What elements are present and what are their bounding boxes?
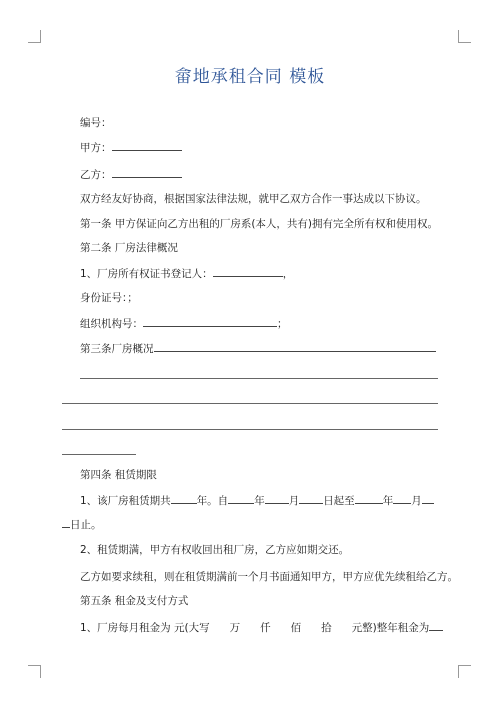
article-5-heading: 第五条 租金及支付方式 [80, 595, 189, 607]
start-day-blank [299, 493, 323, 504]
orgcode-line [80, 316, 288, 331]
crop-mark-top-left [28, 30, 41, 43]
field-jiafang-label: 甲方： [80, 142, 112, 154]
end-month-blank [393, 493, 411, 504]
article-1: 第一条 甲方保证向乙方出租的厂房系(本人，共有)拥有完全所有权和使用权。 [80, 218, 439, 230]
article-4-item-1 [80, 493, 434, 508]
start-year-unit: 年 [254, 495, 265, 507]
field-yifang [80, 167, 182, 182]
orgcode-end: ； [277, 318, 288, 330]
fill-line-4 [62, 454, 136, 455]
field-bianhao [80, 116, 112, 130]
orgcode-label: 组织机构号： [80, 318, 143, 330]
start-month-unit: 月 [288, 495, 300, 507]
rent-shi: 拾 [321, 622, 332, 634]
idcard-line: 身份证号：； [80, 292, 138, 304]
yifang-blank [112, 167, 182, 178]
article-2-item-1 [80, 266, 293, 281]
start-month-blank [265, 493, 289, 504]
document-title: 畲地承租合同 模板 [174, 67, 326, 87]
field-yifang-label: 乙方： [80, 169, 112, 181]
rent-bai: 佰 [290, 622, 302, 634]
fill-line-1 [80, 378, 438, 379]
field-jiafang [80, 140, 182, 155]
article-3-label: 第三条厂房概况 [80, 343, 154, 355]
rent-annual-label: 元整)整年租金为 [351, 622, 430, 634]
crop-mark-top-right [458, 30, 471, 43]
rent-label: 1、厂房每月租金为 元(大写 [80, 622, 210, 634]
field-bianhao-label: 编号： [80, 117, 112, 129]
term-label: 1、该厂房租赁期共 [80, 495, 171, 507]
article-3-blank [154, 341, 436, 352]
end-day-unit: 日止。 [70, 519, 102, 531]
intro-paragraph: 双方经友好协商，根据国家法律法规，就甲乙双方合作一事达成以下协议。 [80, 193, 427, 205]
end-day-blank-cont [62, 517, 70, 528]
rent-annual-blank [429, 620, 443, 631]
owner-label: 1、厂房所有权证书登记人： [80, 268, 213, 280]
crop-mark-bottom-left [28, 665, 41, 678]
orgcode-blank [143, 316, 277, 327]
article-3-heading [80, 341, 436, 356]
article-4-item-3: 乙方如要求续租，则在租赁期满前一个月书面通知甲方，甲方应优先续租给乙方。 [80, 571, 458, 583]
crop-mark-bottom-right [458, 665, 471, 678]
owner-end: ， [282, 268, 294, 280]
end-month-unit: 月 [411, 495, 422, 507]
article-4-item-2: 2、租赁期满，甲方有权收回出租厂房，乙方应如期交还。 [80, 544, 350, 556]
article-5-item-1 [80, 620, 443, 635]
article-2-heading: 第二条 厂房法律概况 [80, 242, 178, 254]
start-day-unit: 日起至 [323, 495, 355, 507]
fill-line-2 [62, 403, 438, 404]
end-year-blank [355, 493, 383, 504]
end-year-unit: 年 [382, 495, 394, 507]
article-4-item-1-cont [62, 517, 102, 532]
rent-qian: 仟 [260, 622, 271, 634]
article-4-heading: 第四条 租赁期限 [80, 469, 157, 481]
term-from: 年。自 [196, 495, 229, 507]
fill-line-3 [62, 429, 438, 430]
term-years-blank [171, 493, 197, 504]
start-year-blank [228, 493, 254, 504]
jiafang-blank [112, 140, 182, 151]
owner-blank [213, 266, 283, 277]
end-day-blank [422, 493, 434, 504]
rent-wan: 万 [229, 622, 241, 634]
